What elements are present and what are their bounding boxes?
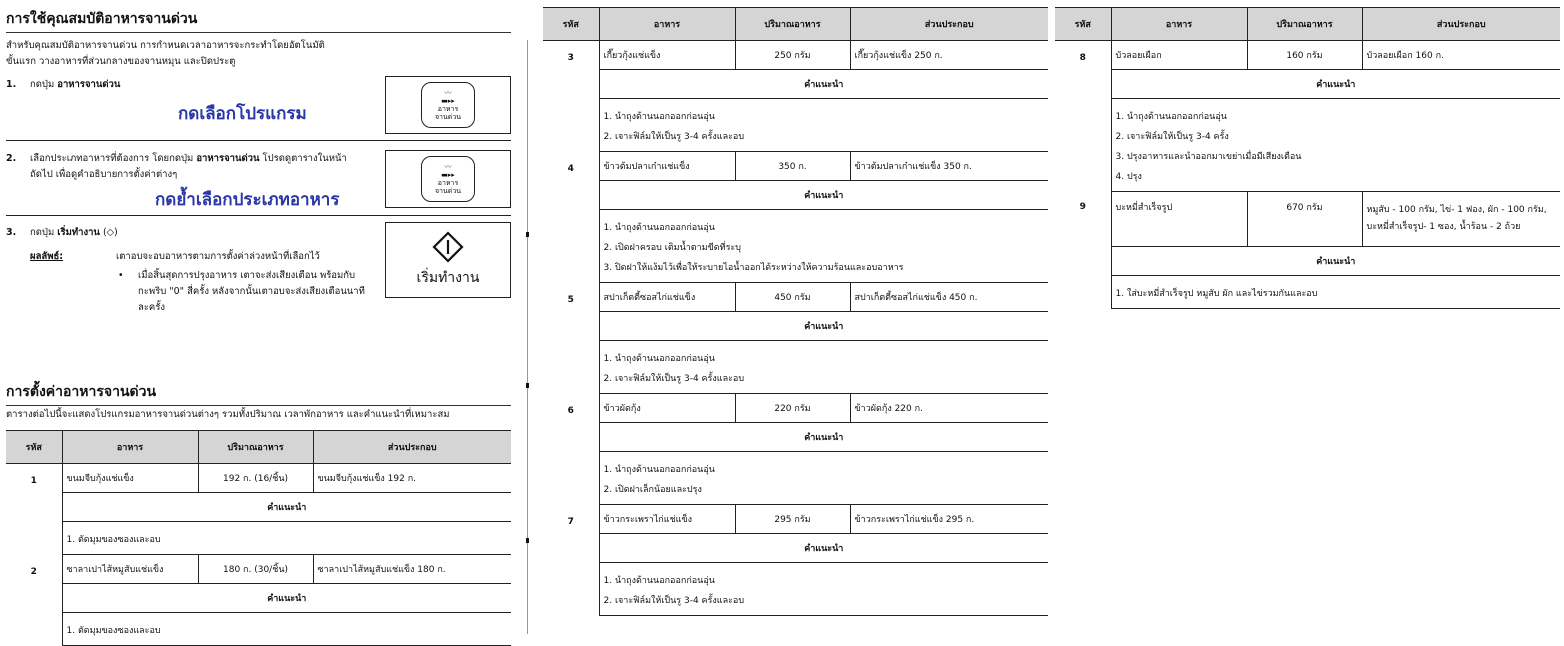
tips-list (62, 522, 511, 555)
tips-row (543, 452, 1048, 505)
quick-menu-label-line2: จานด่วน (434, 187, 462, 195)
start-label: เริ่มทำงาน (416, 270, 480, 286)
step2-number: 2. (6, 153, 17, 164)
tips-row (6, 613, 511, 646)
tip-item: 1. ตัดมุมของซองและอบ (66, 626, 161, 636)
header-code: รหัส (543, 8, 599, 41)
quick-menu-label-line1: อาหาร (437, 179, 459, 187)
section2-title: การตั้งค่าอาหารจานด่วน (6, 381, 511, 406)
tip-item: 1. นำถุงด้านนอกออกก่อนอุ่น (1115, 112, 1227, 122)
table-row (6, 464, 511, 493)
row-code: 6 (543, 394, 599, 505)
step3-text: กดปุ่ม เริ่มทำงาน (◇) (30, 227, 118, 238)
header-amount: ปริมาณอาหาร (1247, 8, 1362, 41)
ingredients-line: ข้าวกระเพราไก่แช่แข็ง 295 ก. (854, 515, 975, 525)
table-row (543, 41, 1048, 70)
row-code: 8 (1055, 41, 1111, 192)
tips-header-row (543, 423, 1048, 452)
tips-list (1111, 276, 1560, 309)
tips-list (62, 613, 511, 646)
divider-mark (526, 383, 529, 388)
divider-mark (526, 232, 529, 237)
quick-menu-panel-1 (385, 76, 511, 134)
quick-cook-table-right (1055, 7, 1560, 309)
divider-mark (526, 538, 529, 543)
row-amount: 250 กรัม (735, 41, 850, 70)
tips-list (599, 563, 1048, 616)
tips-label: คำแนะนำ (599, 312, 1048, 341)
table-row (1055, 41, 1560, 70)
tip-item: 1. ใส่บะหมี่สำเร็จรูป หมูสับ ผัก และไข่รวมกันและอบ (1115, 289, 1318, 299)
header-food: อาหาร (62, 431, 198, 464)
quick-menu-label-line1: อาหาร (437, 105, 459, 113)
row-food: ขนมจีบกุ้งแช่แข็ง (62, 464, 198, 493)
intro-line-2: ขั้นแรก วางอาหารที่ส่วนกลางของจานหมุน และปิดประตู (6, 56, 236, 67)
start-diamond-icon (432, 231, 464, 263)
table-row (543, 283, 1048, 312)
step1-number: 1. (6, 79, 17, 90)
header-amount: ปริมาณอาหาร (735, 8, 850, 41)
steam-icon: 〰 (444, 89, 452, 97)
header-food: อาหาร (1111, 8, 1247, 41)
row-ingredients (313, 464, 511, 493)
tip-item: 1. นำถุงด้านนอกออกก่อนอุ่น (603, 354, 715, 364)
header-ingredients: ส่วนประกอบ (313, 431, 511, 464)
ingredients-line: ข้าวต้มปลาเก๋าแช่แข็ง 350 ก. (854, 162, 972, 172)
bullet-line3: ละครั้ง (138, 302, 166, 313)
step2-line1: เลือกประเภทอาหารที่ต้องการ โดยกดปุ่ม อาหารจานด่วน โปรดดูตารางในหน้า (30, 153, 347, 164)
row-code: 5 (543, 283, 599, 394)
start-panel[interactable] (385, 222, 511, 298)
steam-icon: 〰 (444, 163, 452, 171)
divider (6, 215, 511, 216)
header-ingredients: ส่วนประกอบ (1362, 8, 1560, 41)
header-code: รหัส (6, 431, 62, 464)
tip-item: 1. นำถุงด้านนอกออกก่อนอุ่น (603, 576, 715, 586)
header-ingredients: ส่วนประกอบ (850, 8, 1048, 41)
dish-icon: ▬▸▸ (441, 171, 455, 179)
row-code: 1 (6, 464, 62, 555)
row-food: ข้าวผัดกุ้ง (599, 394, 735, 423)
tips-list (599, 452, 1048, 505)
tips-header-row (543, 312, 1048, 341)
tips-row (6, 522, 511, 555)
row-amount: 180 ก. (30/ชิ้น) (198, 555, 313, 584)
tips-header-row (6, 584, 511, 613)
quick-cook-table-middle (543, 7, 1048, 616)
ingredients-line: ซาลาเปาไส้หมูสับแช่แข็ง 180 ก. (317, 565, 446, 575)
row-amount: 295 กรัม (735, 505, 850, 534)
row-code: 9 (1055, 192, 1111, 309)
table-row (1055, 192, 1560, 247)
section1-title: การใช้คุณสมบัติอาหารจานด่วน (6, 8, 511, 33)
tip-item: 2. เปิดฝาเล็กน้อยและปรุง (603, 485, 702, 495)
tips-row (543, 563, 1048, 616)
step3-number: 3. (6, 227, 17, 238)
row-food: ข้าวกระเพราไก่แช่แข็ง (599, 505, 735, 534)
row-amount: 220 กรัม (735, 394, 850, 423)
row-code: 7 (543, 505, 599, 616)
row-food: ซาลาเปาไส้หมูสับแช่แข็ง (62, 555, 198, 584)
tips-label: คำแนะนำ (62, 493, 511, 522)
row-ingredients (850, 394, 1048, 423)
tips-label: คำแนะนำ (62, 584, 511, 613)
row-code: 2 (6, 555, 62, 646)
divider (6, 140, 511, 141)
quick-menu-button-2[interactable] (421, 156, 475, 202)
quick-menu-panel-2 (385, 150, 511, 208)
tip-item: 1. นำถุงด้านนอกออกก่อนอุ่น (603, 223, 715, 233)
bullet-dot: • (118, 270, 124, 281)
row-amount: 350 ก. (735, 152, 850, 181)
tip-item: 3. ปรุงอาหารและนำออกมาเขย่าเมื่อมีเสียงเตือน (1115, 152, 1302, 162)
ingredients-line: ข้าวผัดกุ้ง 220 ก. (854, 404, 923, 414)
result-label: ผลลัพธ์: (30, 251, 64, 262)
dish-icon: ▬▸▸ (441, 97, 455, 105)
result-text: เตาอบจะอบอาหารตามการตั้งค่าล่วงหน้าที่เลือกไว้ (116, 251, 320, 262)
tips-label: คำแนะนำ (1111, 70, 1560, 99)
tips-row (543, 341, 1048, 394)
tips-header-row (1055, 70, 1560, 99)
header-amount: ปริมาณอาหาร (198, 431, 313, 464)
tip-item: 2. เปิดฝาครอบ เติมน้ำตามขีดที่ระบุ (603, 243, 741, 253)
row-ingredients (850, 283, 1048, 312)
tips-header-row (543, 70, 1048, 99)
bullet-line1: เมื่อสิ้นสุดการปรุงอาหาร เตาจะส่งเสียงเตือน พร้อมกับ (138, 270, 356, 281)
table-row (543, 505, 1048, 534)
tips-list (1111, 99, 1560, 192)
tip-item: 1. ตัดมุมของซองและอบ (66, 535, 161, 545)
step1-callout: กดเลือกโปรแกรม (178, 104, 307, 124)
tip-item: 3. ปิดฝาให้แง้มไว้เพื่อให้ระบายไอน้ำออกได้ระหว่างให้ความร้อนและอบอาหาร (603, 263, 904, 273)
tips-list (599, 210, 1048, 283)
row-amount: 192 ก. (16/ชิ้น) (198, 464, 313, 493)
tips-row (543, 99, 1048, 152)
row-ingredients (1362, 41, 1560, 70)
tip-item: 2. เจาะฟิล์มให้เป็นรู 3-4 ครั้งและอบ (603, 374, 745, 384)
row-food: บัวลอยเผือก (1111, 41, 1247, 70)
tips-header-row (1055, 247, 1560, 276)
bullet-line2: กะพริบ "0" สี่ครั้ง หลังจากนั้นเตาอบจะส่งเสียงเตือนนาที (138, 286, 365, 297)
column-divider (527, 40, 528, 634)
tip-item: 2. เจาะฟิล์มให้เป็นรู 3-4 ครั้งและอบ (603, 132, 745, 142)
row-amount: 450 กรัม (735, 283, 850, 312)
tip-item: 2. เจาะฟิล์มให้เป็นรู 3-4 ครั้งและอบ (603, 596, 745, 606)
ingredients-line: เกี๊ยวกุ้งแช่แข็ง 250 ก. (854, 51, 943, 61)
row-code: 3 (543, 41, 599, 152)
step2-line2: ถัดไป เพื่อดูคำอธิบายการตั้งค่าต่างๆ (30, 169, 178, 180)
tips-label: คำแนะนำ (599, 423, 1048, 452)
row-ingredients (313, 555, 511, 584)
tip-item: 2. เจาะฟิล์มให้เป็นรู 3-4 ครั้ง (1115, 132, 1229, 142)
row-ingredients (850, 41, 1048, 70)
section2-desc: ตารางต่อไปนี้จะแสดงโปรแกรมอาหารจานด่วนต่างๆ รวมทั้งปริมาณ เวลาพักอาหาร และคำแนะนำที่เหมาะสม (6, 409, 450, 420)
tips-label: คำแนะนำ (599, 181, 1048, 210)
tips-header-row (543, 181, 1048, 210)
tips-label: คำแนะนำ (599, 70, 1048, 99)
row-ingredients (850, 152, 1048, 181)
row-food: สปาเก็ตตี้ซอสไก่แช่แข็ง (599, 283, 735, 312)
row-ingredients (1362, 192, 1560, 247)
row-food: บะหมี่สำเร็จรูป (1111, 192, 1247, 247)
quick-menu-label-line2: จานด่วน (434, 113, 462, 121)
tips-row (543, 210, 1048, 283)
ingredients-line: หมูสับ - 100 กรัม, ไข่- 1 ฟอง, ผัก - 100 กรัม, (1366, 205, 1547, 215)
table-row (6, 555, 511, 584)
tip-item: 1. นำถุงด้านนอกออกก่อนอุ่น (603, 465, 715, 475)
tip-item: 4. ปรุง (1115, 172, 1142, 182)
tips-label: คำแนะนำ (599, 534, 1048, 563)
row-food: ข้าวต้มปลาเก๋าแช่แข็ง (599, 152, 735, 181)
table-row (543, 152, 1048, 181)
row-code: 4 (543, 152, 599, 283)
ingredients-line: บะหมี่สำเร็จรูป- 1 ซอง, น้ำร้อน - 2 ถ้วย (1366, 222, 1521, 232)
tips-header-row (543, 534, 1048, 563)
intro-line-1: สำหรับคุณสมบัติอาหารจานด่วน การกำหนดเวลาอาหารจะกระทำโดยอัตโนมัติ (6, 40, 325, 51)
row-food: เกี๊ยวกุ้งแช่แข็ง (599, 41, 735, 70)
ingredients-line: บัวลอยเผือก 160 ก. (1366, 51, 1444, 61)
header-code: รหัส (1055, 8, 1111, 41)
ingredients-line: สปาเก็ตตี้ซอสไก่แช่แข็ง 450 ก. (854, 293, 978, 303)
tips-row (1055, 276, 1560, 309)
step2-callout: กดย้ำเลือกประเภทอาหาร (155, 190, 340, 210)
tips-row (1055, 99, 1560, 192)
tips-label: คำแนะนำ (1111, 247, 1560, 276)
tip-item: 1. นำถุงด้านนอกออกก่อนอุ่น (603, 112, 715, 122)
table-row (543, 394, 1048, 423)
step1-text: กดปุ่ม อาหารจานด่วน (30, 79, 121, 90)
row-amount: 670 กรัม (1247, 192, 1362, 247)
header-food: อาหาร (599, 8, 735, 41)
row-amount: 160 กรัม (1247, 41, 1362, 70)
tips-list (599, 99, 1048, 152)
tips-header-row (6, 493, 511, 522)
row-ingredients (850, 505, 1048, 534)
tips-list (599, 341, 1048, 394)
ingredients-line: ขนมจีบกุ้งแช่แข็ง 192 ก. (317, 474, 417, 484)
quick-cook-table-left (6, 430, 511, 646)
quick-menu-button-1[interactable] (421, 82, 475, 128)
